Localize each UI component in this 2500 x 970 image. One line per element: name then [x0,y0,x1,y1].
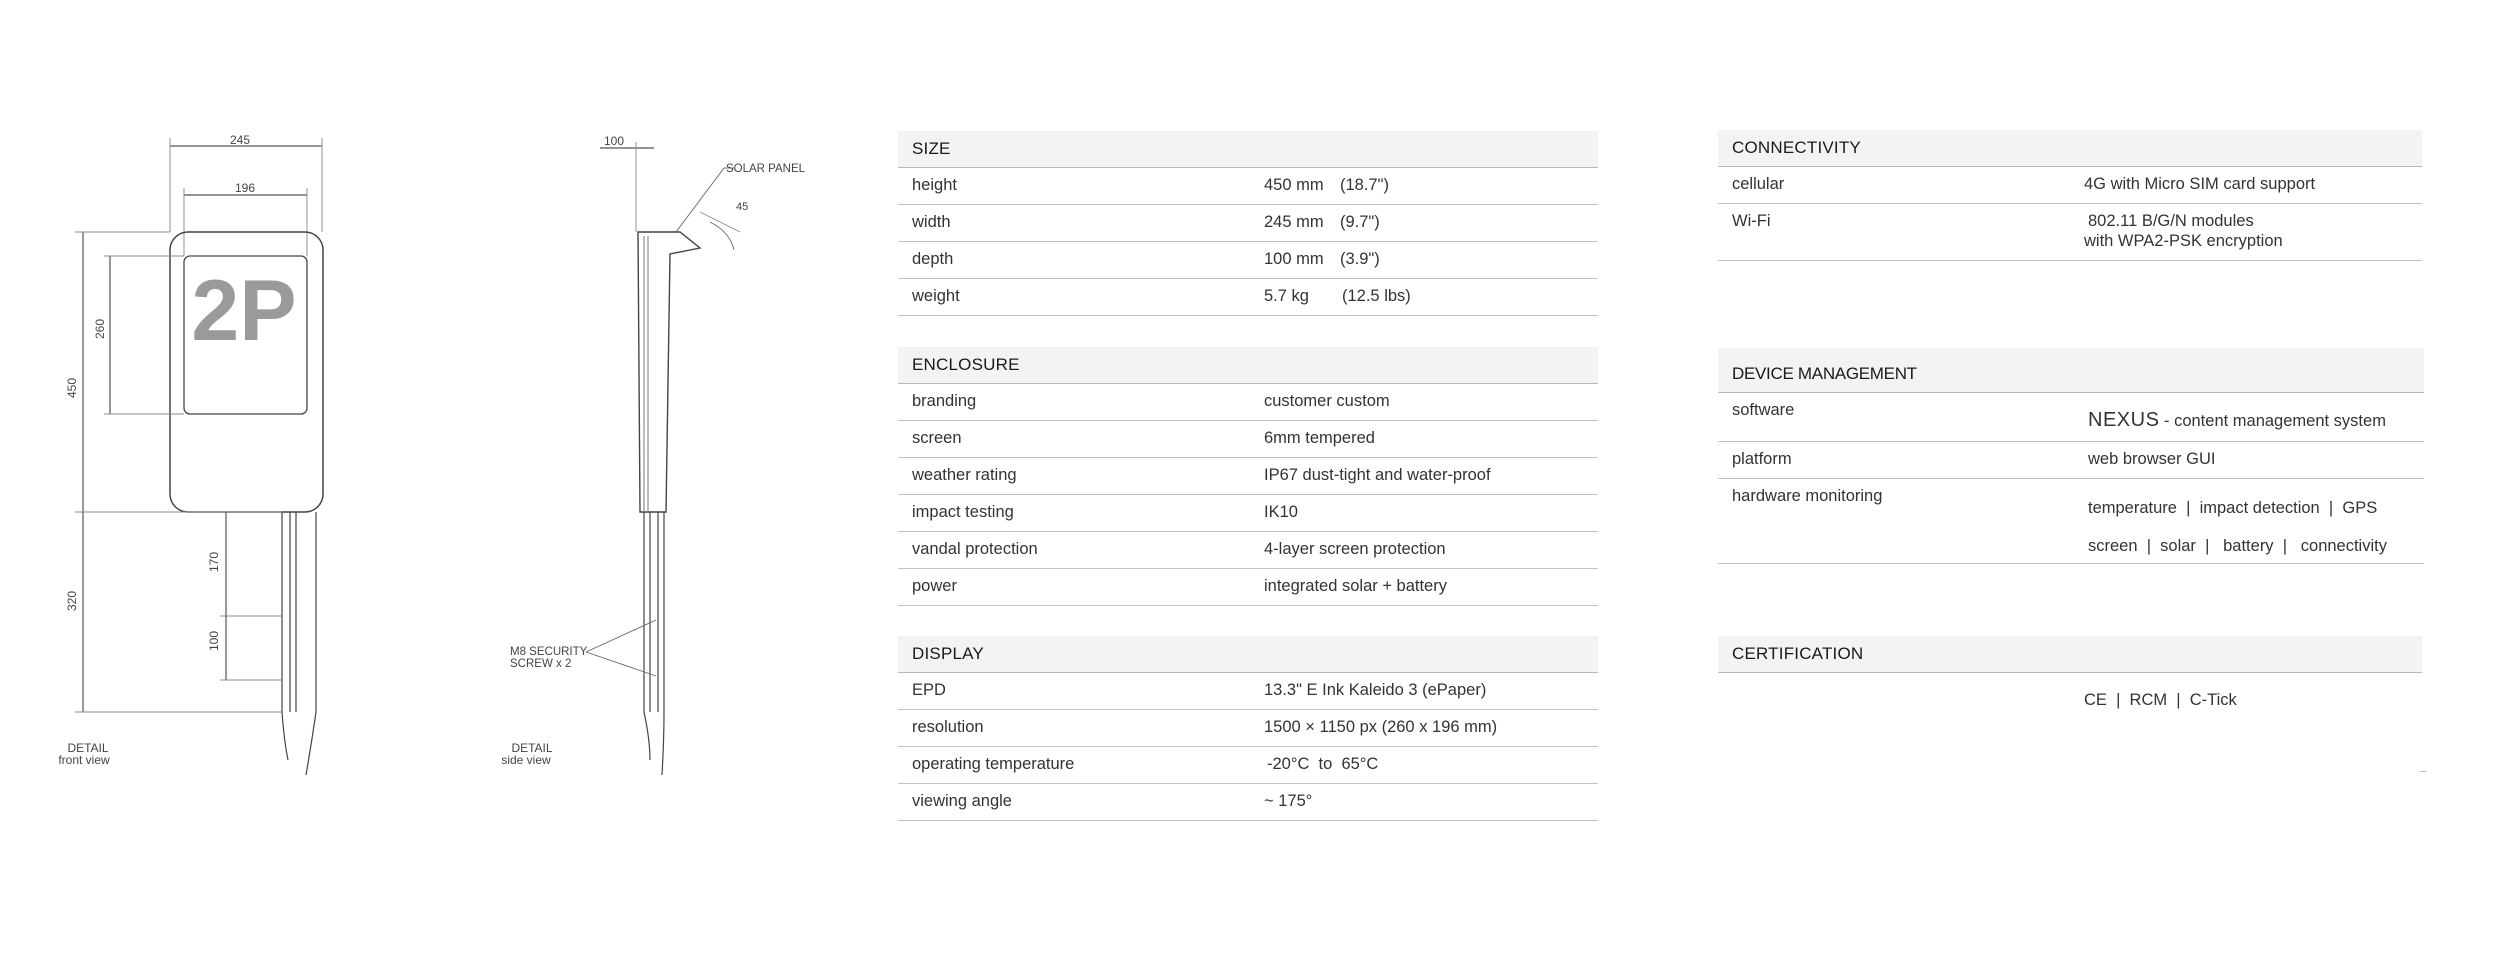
dim-label-450: 450 [65,377,79,399]
spec-row-branding [898,384,1598,421]
device-management-section [1718,348,2424,564]
spec-label: operating temperature [912,755,1075,773]
device-management-heading: DEVICE MANAGEMENT [1718,348,2424,393]
spec-label: power [912,577,957,595]
side-caption-view: side view [501,753,551,767]
certification-section [1718,636,2422,743]
size-section [898,131,1598,316]
spec-row-resolution [898,710,1598,747]
spec-row-depth [898,242,1598,279]
spec-row-width [898,205,1598,242]
spec-label: branding [912,392,977,410]
spec-row-software [1718,393,2424,442]
nexus-brand: NEXUS [2088,409,2160,431]
spec-label: width [912,213,951,231]
spec-value: 5.7 kg [1264,287,1309,305]
spec-row-screen [898,421,1598,458]
spec-label: resolution [912,718,984,736]
enclosure-heading: ENCLOSURE [898,347,1598,384]
spec-value: -20°C to 65°C [1267,755,1379,773]
front-view-labels [58,133,296,767]
connectivity-section [1718,130,2422,261]
spec-row-impact-testing [898,495,1598,532]
spec-row-weather-rating [898,458,1598,495]
dim-label-depth: 100 [603,134,625,148]
spec-value: 4-layer screen protection [1264,540,1446,558]
spec-label: software [1732,401,1795,419]
software-description: - content management system [2164,412,2386,430]
dim-label-245: 245 [229,133,251,147]
spec-value: 450 mm [1264,176,1324,194]
dim-label-196: 196 [234,181,256,195]
spec-row-viewing-angle [898,784,1598,821]
spec-value: 802.11 B/G/N modules [2088,212,2254,230]
spec-value: web browser GUI [2088,450,2216,468]
side-body [638,232,700,512]
spec-row-platform [1718,442,2424,479]
spec-label: viewing angle [912,792,1012,810]
connectivity-heading: CONNECTIVITY [1718,130,2422,167]
spec-value: customer custom [1264,392,1390,410]
spec-label: platform [1732,450,1792,468]
dim-label-320: 320 [65,590,79,612]
spec-label: weather rating [912,466,1017,484]
dim-label-260: 260 [93,318,107,340]
spec-row-vandal-protection [898,532,1598,569]
spec-label: hardware monitoring [1732,487,1883,505]
certification-row [1718,673,2422,743]
spec-row-weight [898,279,1598,316]
spec-label: vandal protection [912,540,1038,558]
display-section [898,636,1598,821]
side-view-drawing [586,142,740,775]
technical-drawings [0,0,880,970]
certification-value: CE | RCM | C-Tick [2084,691,2237,709]
spec-value-imperial: (3.9") [1340,250,1380,268]
spec-value-imperial: (12.5 lbs) [1342,287,1411,305]
side-caption-detail: DETAIL [511,741,553,755]
spec-row-height [898,168,1598,205]
spec-value: IP67 dust-tight and water-proof [1264,466,1491,484]
spec-value: 4G with Micro SIM card support [2084,175,2316,193]
spec-value: 245 mm [1264,213,1324,231]
dim-label-170: 170 [207,551,221,573]
screw-label-line1: M8 SECURITY [510,646,588,658]
spec-value-line2: with WPA2-PSK encryption [2084,232,2283,250]
spec-value: ~ 175° [1264,792,1313,810]
spec-value: integrated solar + battery [1264,577,1447,595]
spec-row-wifi [1718,204,2422,261]
screen-2p-text: 2P [191,263,297,359]
side-view-labels [501,134,805,767]
display-heading: DISPLAY [898,636,1598,673]
spec-value-imperial: (9.7") [1340,213,1380,231]
size-heading: SIZE [898,131,1598,168]
spec-label: height [912,176,957,194]
enclosure-section [898,347,1598,606]
dim-label-100: 100 [207,630,221,652]
spec-label: screen [912,429,962,447]
spec-value-line2: screen | solar | battery | connectivity [2088,537,2387,555]
spec-value: 100 mm [1264,250,1324,268]
front-caption-view: front view [58,753,110,767]
spec-value [2088,409,2386,432]
spec-row-operating-temperature [898,747,1598,784]
spec-value: 1500 × 1150 px (260 x 196 mm) [1264,718,1498,736]
spec-row-epd [898,673,1598,710]
spec-row-power [898,569,1598,606]
spec-label: cellular [1732,175,1785,193]
spec-label: impact testing [912,503,1014,521]
spec-label: Wi-Fi [1732,212,1771,230]
spec-label: EPD [912,681,946,699]
spec-row-hardware-monitoring [1718,479,2424,564]
spec-label: depth [912,250,954,268]
screw-label-line2: SCREW x 2 [510,658,572,670]
angle-label: 45 [736,201,749,213]
divider [2420,771,2426,772]
front-view-drawing [75,138,323,775]
spec-value: IK10 [1264,503,1298,521]
spec-value-line1: temperature | impact detection | GPS [2088,499,2378,517]
spec-value: 13.3" E Ink Kaleido 3 (ePaper) [1264,681,1487,699]
spec-value-imperial: (18.7") [1340,176,1389,194]
front-caption-detail: DETAIL [67,741,109,755]
solar-panel-label: SOLAR PANEL [726,163,806,175]
spec-value: 6mm tempered [1264,429,1375,447]
spec-label: weight [912,287,960,305]
certification-heading: CERTIFICATION [1718,636,2422,673]
spec-row-cellular [1718,167,2422,204]
